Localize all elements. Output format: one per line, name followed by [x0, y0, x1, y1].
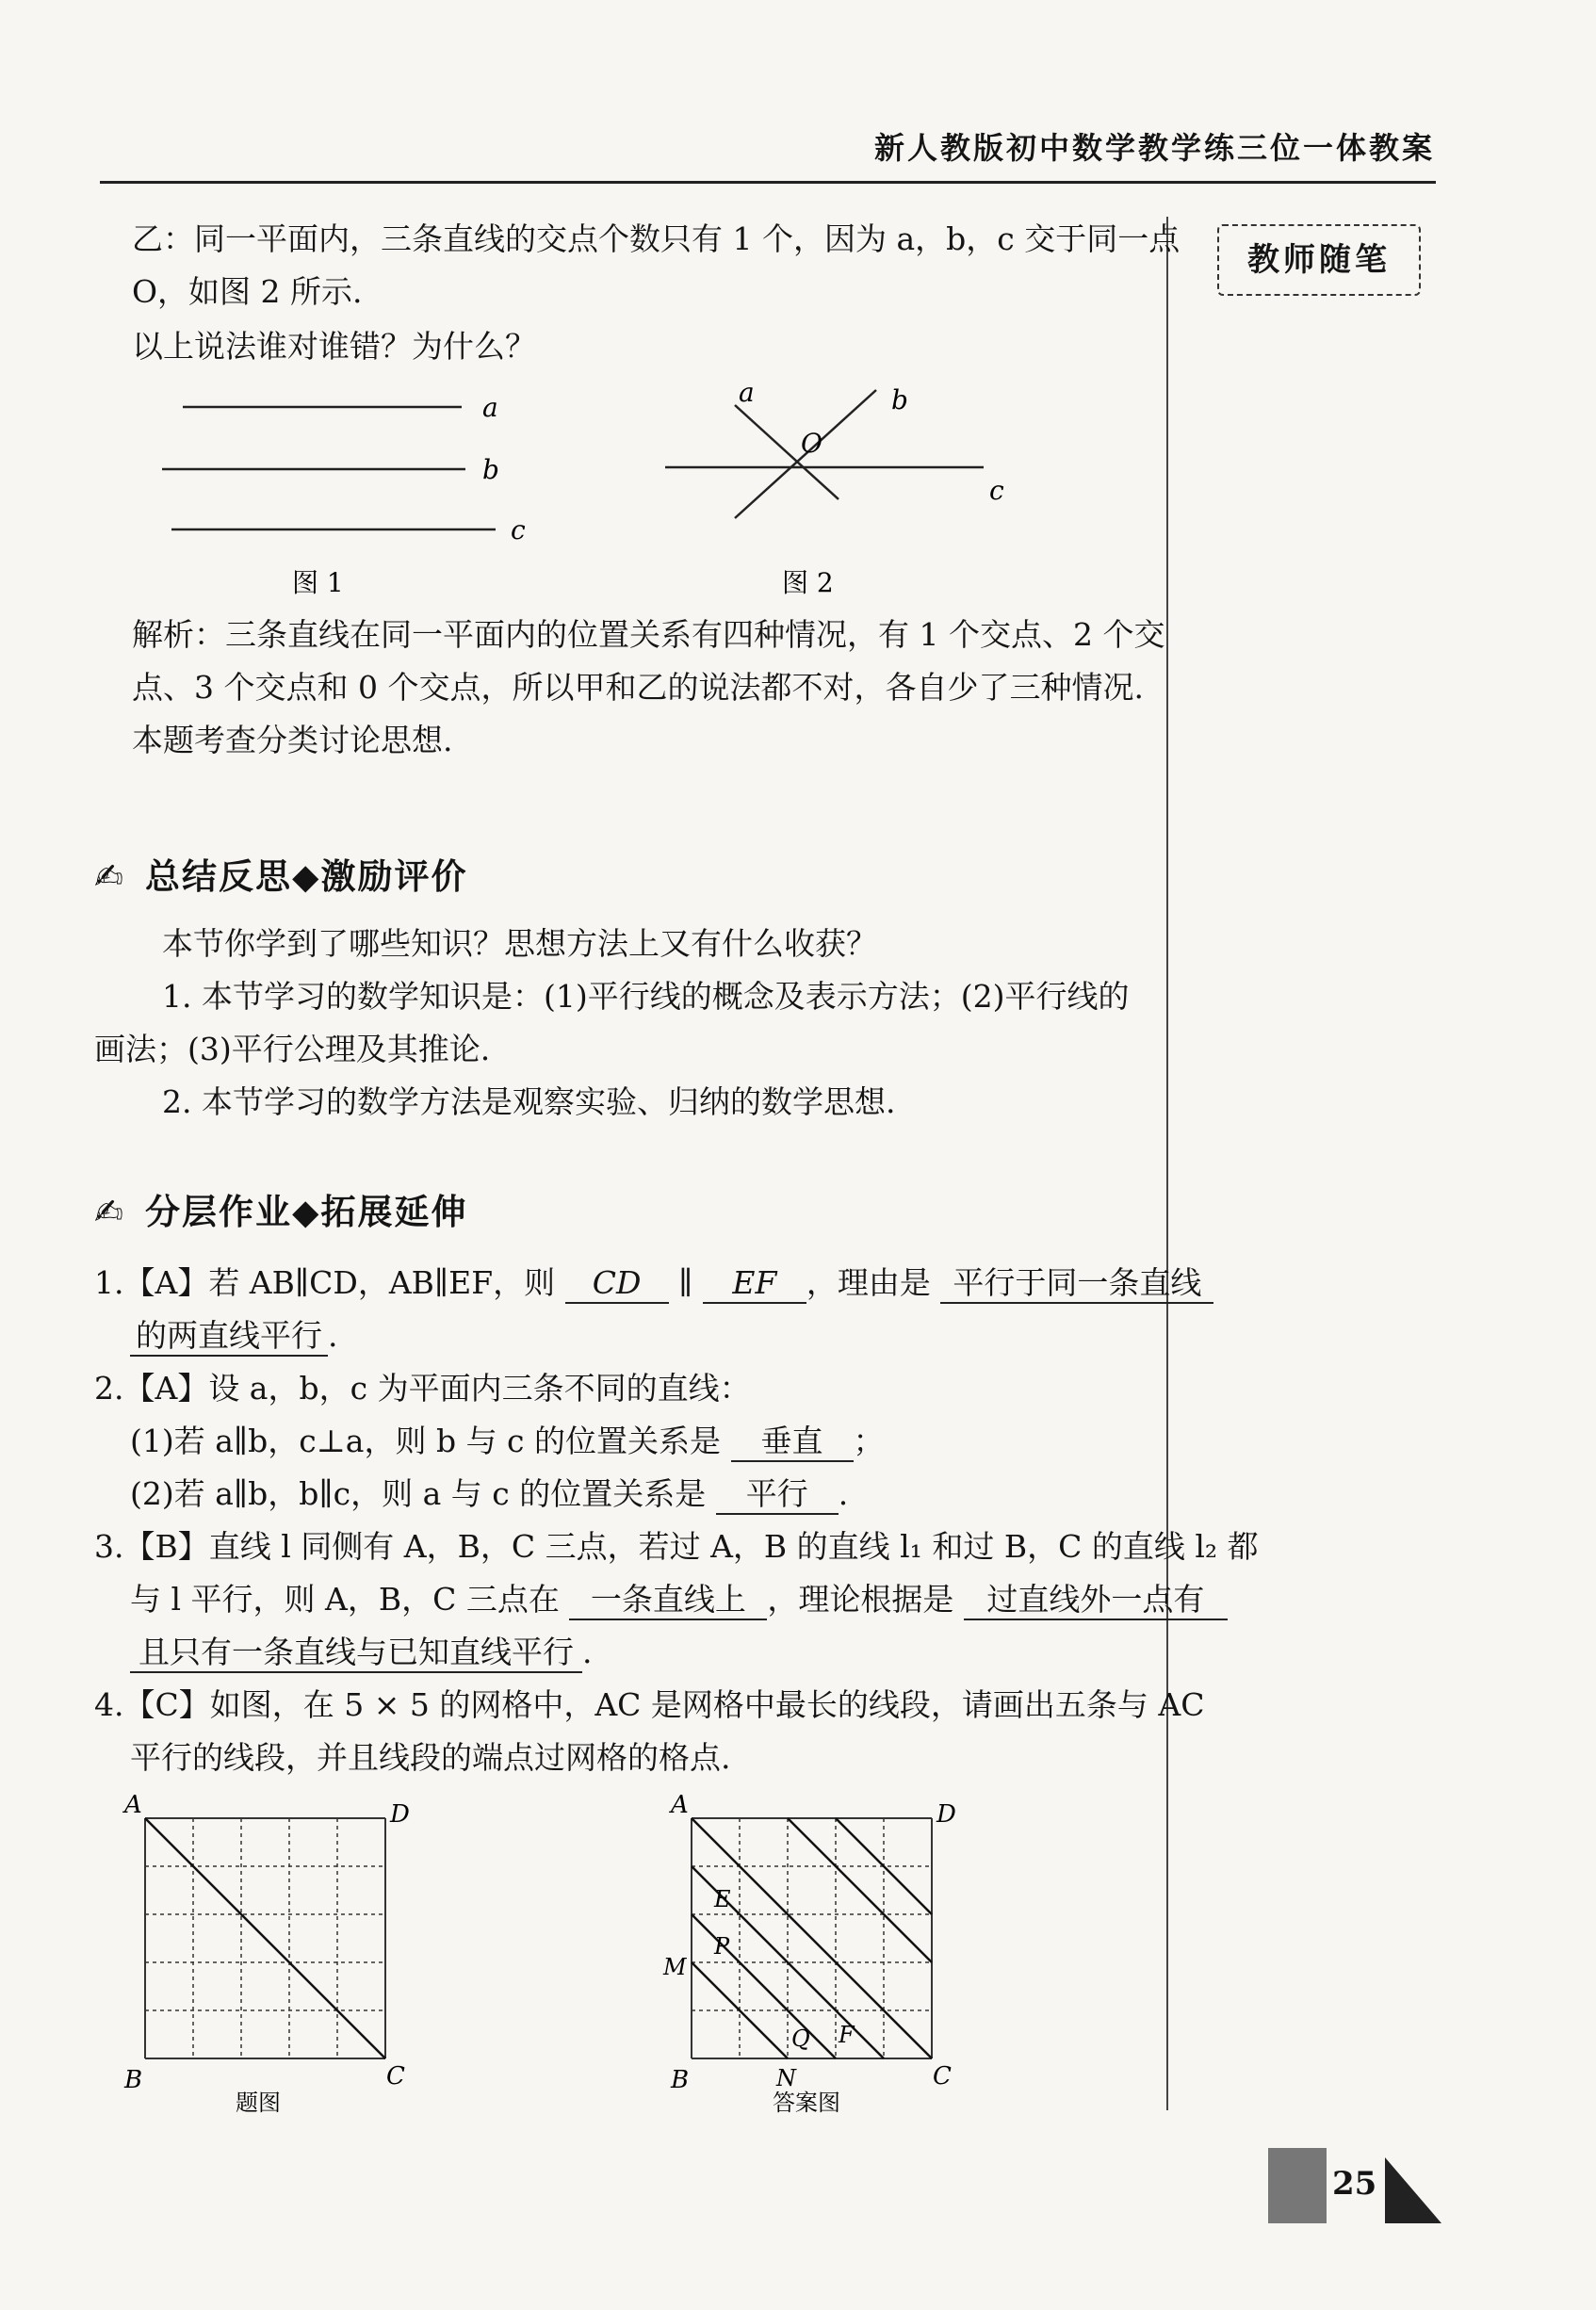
fig1-label-b: b	[482, 454, 499, 485]
grid-question-figure	[113, 1790, 490, 2129]
fig1-caption: 图 1	[292, 567, 344, 598]
q2-stem: 2.【A】设 a，b，c 为平面内三条不同的直线：	[94, 1370, 751, 1407]
q4-line1: 4.【C】如图，在 5 × 5 的网格中，AC 是网格中最长的线段，请画出五条与 AC	[94, 1686, 1205, 1723]
gridR-label-F: F	[839, 2022, 855, 2048]
header-title: 新人教版初中数学教学练三位一体教案	[874, 130, 1436, 166]
gridL-label-D: D	[390, 1800, 410, 1829]
fig2-label-b: b	[891, 384, 908, 415]
q3-answer1: 一条直线上	[569, 1581, 767, 1620]
pencil-icon: ✍	[94, 856, 126, 897]
fig2-label-O: O	[801, 428, 822, 459]
grid-answer-figure	[660, 1790, 1036, 2129]
analysis-line2: 点、3 个交点和 0 个交点，所以甲和乙的说法都不对，各自少了三种情况.	[132, 669, 1144, 706]
summary-point1b: 画法；(3)平行公理及其推论.	[94, 1031, 491, 1067]
q1-reason-part1: 平行于同一条直线	[940, 1264, 1213, 1304]
segment-ac	[145, 1818, 385, 2058]
q4-line2: 平行的线段，并且线段的端点过网格的格点.	[130, 1739, 731, 1776]
line-a	[735, 405, 839, 499]
gridR-label-Q: Q	[791, 2025, 810, 2052]
gridR-caption: 答案图	[773, 2090, 840, 2116]
q2-answer1: 垂直	[731, 1423, 854, 1462]
page-number: 25	[1332, 2165, 1377, 2203]
teacher-notes-label: 教师随笔	[1217, 224, 1421, 296]
q1-answer-ef: EF	[703, 1264, 806, 1304]
gridL-label-B: B	[124, 2066, 143, 2094]
page-corner-triangle	[1385, 2157, 1441, 2223]
gridR-label-D: D	[936, 1800, 956, 1829]
fig2-caption: 图 2	[782, 567, 834, 598]
fig1-label-a: a	[482, 392, 498, 423]
gridL-label-C: C	[386, 2062, 405, 2090]
fig2-label-c: c	[989, 475, 1004, 506]
summary-heading: ✍ 总结反思◆激励评价	[94, 856, 468, 897]
q2-answer2: 平行	[716, 1475, 839, 1515]
question-text: 以上说法谁对谁错？为什么？	[132, 328, 536, 365]
q3-answer2a: 过直线外一点有	[964, 1581, 1228, 1620]
q2-part2: (2)若 a∥b，b∥c，则 a 与 c 的位置关系是 平行 .	[130, 1468, 848, 1521]
homework-heading: ✍ 分层作业◆拓展延伸	[94, 1192, 468, 1232]
q3-line1: 3.【B】直线 l 同侧有 A，B，C 三点，若过 A，B 的直线 l₁ 和过 B，C 的直线 l₂ 都	[94, 1528, 1259, 1565]
pencil-icon: ✍	[94, 1192, 126, 1232]
q1-line1: 1.【A】若 AB∥CD，AB∥EF，则 CD ∥ EF ，理由是 平行于同一条直线	[94, 1257, 1213, 1310]
summary-question: 本节你学到了哪些知识？思想方法上又有什么收获？	[162, 925, 877, 962]
fig1-label-c: c	[511, 514, 526, 545]
summary-point1a: 1. 本节学习的数学知识是：(1)平行线的概念及表示方法；(2)平行线的	[162, 978, 1130, 1015]
yi-statement-line1: 乙：同一平面内，三条直线的交点个数只有 1 个，因为 a，b，c 交于同一点	[132, 220, 1181, 257]
q1-line2: 的两直线平行 .	[130, 1310, 338, 1362]
q3-line3: 且只有一条直线与已知直线平行 .	[130, 1626, 593, 1679]
gridR-label-N: N	[776, 2065, 796, 2091]
figure-2	[660, 377, 1036, 603]
gridR-label-A: A	[671, 1791, 689, 1819]
q2-part1: (1)若 a∥b，c⊥a，则 b 与 c 的位置关系是 垂直 ；	[130, 1415, 885, 1468]
analysis-line3: 本题考查分类讨论思想.	[132, 722, 453, 758]
q1-reason-part2: 的两直线平行	[130, 1317, 328, 1357]
fig2-label-a: a	[739, 377, 755, 408]
gridR-label-M: M	[663, 1954, 687, 1980]
gridR-label-P: P	[714, 1933, 730, 1960]
gridR-label-E: E	[714, 1886, 731, 1912]
margin-divider	[1166, 217, 1168, 2110]
summary-point2: 2. 本节学习的数学方法是观察实验、归纳的数学思想.	[162, 1083, 896, 1120]
q1-answer-cd: CD	[565, 1264, 669, 1304]
q3-line2: 与 l 平行，则 A，B，C 三点在 一条直线上 ，理论根据是 过直线外一点有	[130, 1573, 1228, 1626]
header-rule	[100, 181, 1436, 184]
yi-statement-line2: O，如图 2 所示.	[132, 273, 363, 310]
gridR-label-B: B	[671, 2066, 690, 2094]
q3-answer2b: 且只有一条直线与已知直线平行	[130, 1634, 582, 1673]
analysis-line1: 解析：三条直线在同一平面内的位置关系有四种情况，有 1 个交点、2 个交	[132, 616, 1165, 653]
gridR-label-C: C	[933, 2062, 952, 2090]
page-number-block	[1268, 2148, 1327, 2223]
gridL-caption: 题图	[236, 2090, 281, 2116]
figure-1	[151, 377, 546, 603]
gridL-label-A: A	[124, 1791, 142, 1819]
